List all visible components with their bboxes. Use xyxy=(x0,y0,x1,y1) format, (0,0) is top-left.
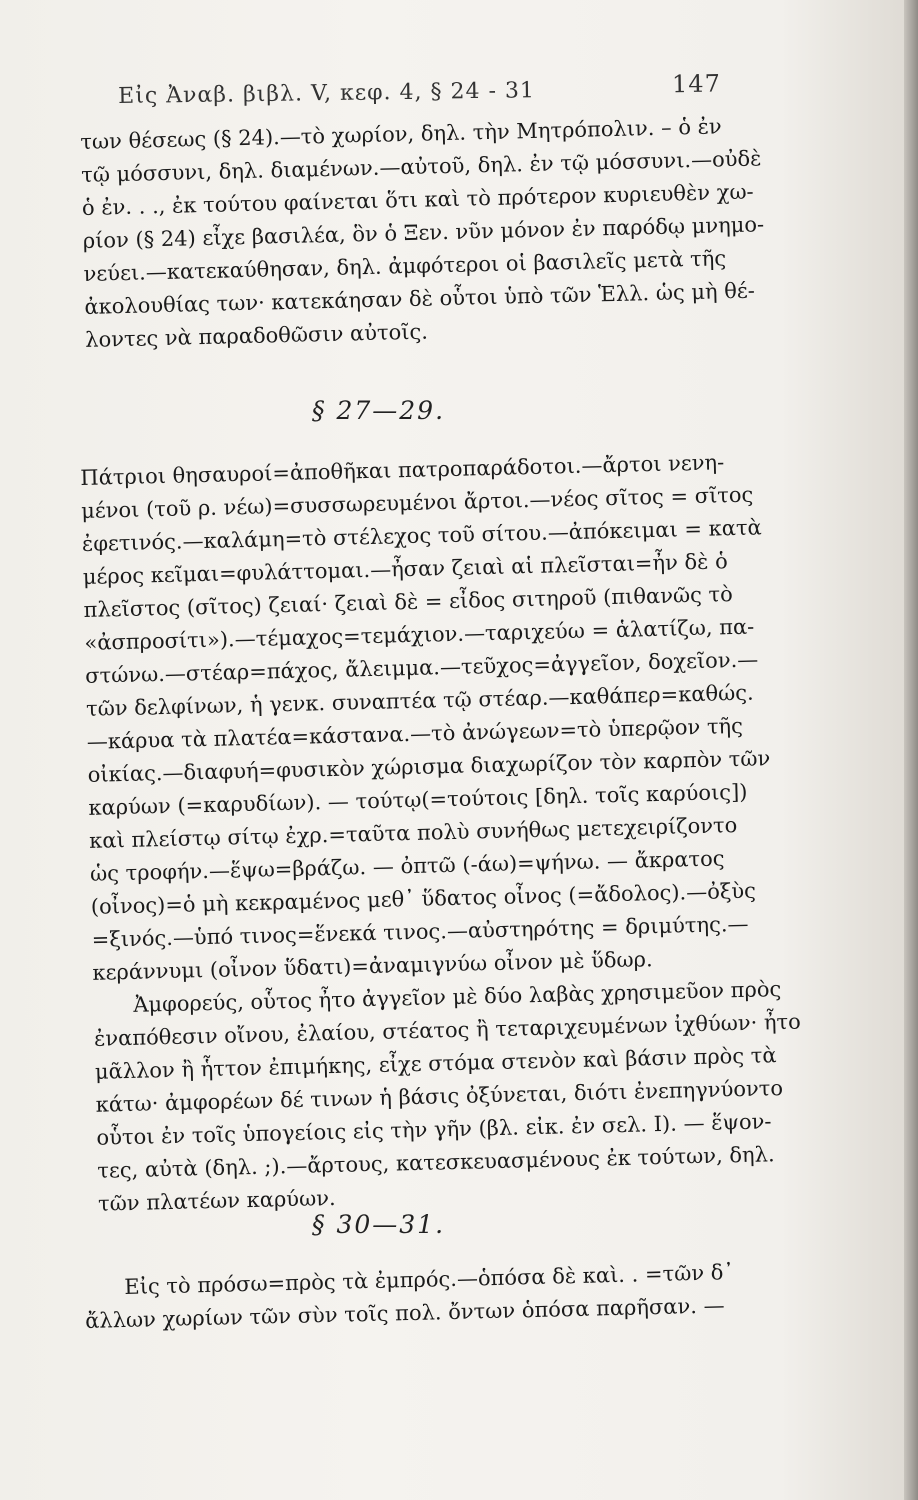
text-line: στώνω.—στέαρ=πάχος, ἄλειμμα.—τεῦχος=ἀγγεῖον, δοχεῖον.— xyxy=(84,647,759,688)
text-line: των θέσεως (§ 24).—τὸ χωρίον, δηλ. τὴν Μητρόπολιν. – ὁ ἐν xyxy=(80,114,722,154)
text-line: καὶ πλείστῳ σίτῳ ἐχρ.=ταῦτα πολὺ συνήθως μετεχειρίζοντο xyxy=(88,813,738,853)
text-line: ὡς τροφήν.—ἕψω=βράζω. — ὀπτῶ (-άω)=ψήνω. — ἄκρατος xyxy=(89,846,725,886)
text-line: οἰκίας.—διαφυή=φυσικὸν χώρισμα διαχωρίζον τὸν καρπὸν τῶν xyxy=(87,746,771,787)
commentary-paragraph-middle xyxy=(80,445,802,1221)
text-line: κεράννυμι (οἶνον ὕδατι)=ἀναμιγνύω οἶνον μὲ ὕδωρ. xyxy=(92,947,653,985)
text-line: ἀκολουθίας των· κατεκάησαν δὲ οὗτοι ὑπὸ τῶν Ἑλλ. ὡς μὴ θέ- xyxy=(84,278,756,319)
book-spine-edge xyxy=(904,0,918,1500)
text-line: Ἀμφορεύς, οὗτος ἦτο ἀγγεῖον μὲ δύο λαβὰς χρησιμεῦον πρὸς xyxy=(132,977,782,1017)
text-line: τῶν δελφίνων, ἡ γενκ. συναπτέα τῷ στέαρ.—καθάπερ=καθώς. xyxy=(85,680,754,721)
commentary-paragraph-top xyxy=(80,109,775,357)
text-line: —κάρυα τὰ πλατέα=κάστανα.—τὸ ἀνώγεων=τὸ ὑπερῷον τῆς xyxy=(86,713,744,754)
text-line: πλεῖστος (σῖτος) ζειαί· ζειαὶ δὲ = εἶδος σιτηροῦ (πιθανῶς τὸ xyxy=(83,582,734,622)
text-line: ρίον (§ 24) εἶχε βασιλέα, ὃν ὁ Ξεν. νῦν μόνον ἐν παρόδῳ μνημο- xyxy=(82,212,765,253)
text-line: μέρος κεῖμαι=φυλάττομαι.—ἦσαν ζειαὶ αἱ πλεῖσται=ἦν δὲ ὁ xyxy=(82,549,729,589)
text-line: καρύων (=καρυδίων). — τούτῳ(=τούτοις [δηλ. τοῖς καρύοις]) xyxy=(88,779,748,820)
text-line: Εἰς τὸ πρόσω=πρὸς τὰ ἐμπρός.—ὁπόσα δὲ καὶ. . =τῶν δ᾽ xyxy=(124,1260,735,1300)
text-line: τῶν πλατέων καρύων. xyxy=(97,1185,336,1216)
text-line: νεύει.—κατεκαύθησαν, δηλ. ἀμφότεροι οἱ βασιλεῖς μετὰ τῆς xyxy=(83,246,727,286)
text-line: Πάτριοι θησαυροί=ἀποθῆκαι πατροπαράδοτοι.—ἄρτοι νενη- xyxy=(80,450,725,490)
text-line: λοντες νὰ παραδοθῶσιν αὐτοῖς. xyxy=(84,319,429,352)
text-line: (οἶνος)=ὁ μὴ κεκραμένος μεθ᾽ ὕδατος οἶνος (=ἄδολος).—ὀξὺς xyxy=(90,878,757,919)
section-heading: § 27—29. xyxy=(312,396,446,425)
text-line: μένοι (τοῦ ρ. νέω)=συσσωρευμένοι ἄρτοι.—νέος σῖτος = σῖτος xyxy=(80,482,754,523)
text-line: μᾶλλον ἢ ἧττον ἐπιμήκης, εἶχε στόμα στενὸν καὶ βάσιν πρὸς τὰ xyxy=(94,1043,777,1084)
text-line: ἐναπόθεσιν οἴνου, ἐλαίου, στέατος ἢ τεταριχευμένων ἰχθύων· ἦτο xyxy=(93,1009,802,1051)
text-line: ὁ ἐν. . ., ἐκ τούτου φαίνεται ὅτι καὶ τὸ πρότερον κυριευθὲν χω- xyxy=(81,179,754,220)
section-heading: § 30—31. xyxy=(312,1210,446,1239)
page-number: 147 xyxy=(671,69,722,99)
running-title: Εἰς Ἀναβ. βιβλ. V, κεφ. 4, § 24 - 31 xyxy=(118,78,536,109)
text-line: «ἀσπροσίτι»).—τέμαχος=τεμάχιον.—ταριχεύω = ἁλατίζω, πα- xyxy=(84,614,755,655)
text-line: ἄλλων χωρίων τῶν σὺν τοῖς πολ. ὄντων ὁπόσα παρῆσαν. — xyxy=(84,1293,725,1333)
text-line: οὗτοι ἐν τοῖς ὑπογείοις εἰς τὴν γῆν (βλ. εἰκ. ἐν σελ. I). — ἕψον- xyxy=(96,1109,772,1150)
text-line: τῷ μόσσυνι, δηλ. διαμένων.—αὐτοῦ, δηλ. ἐν τῷ μόσσυνι.—οὐδὲ xyxy=(80,146,762,187)
text-line: ἐφετινός.—καλάμη=τὸ στέλεχος τοῦ σίτου.—ἀπόκειμαι = κατὰ xyxy=(81,515,762,556)
text-line: τες, αὐτὰ (δηλ. ;).—ἄρτους, κατεσκευασμένους ἐκ τούτων, δηλ. xyxy=(97,1142,775,1183)
text-line: =ξινός.—ὑπό τινος=ἕνεκά τινος.—αὐστηρότης = δριμύτης.— xyxy=(91,911,749,952)
text-line: κάτω· ἀμφορέων δέ τινων ἡ βάσις ὀξύνεται, διότι ἐνεπηγνύοντο xyxy=(95,1076,784,1117)
